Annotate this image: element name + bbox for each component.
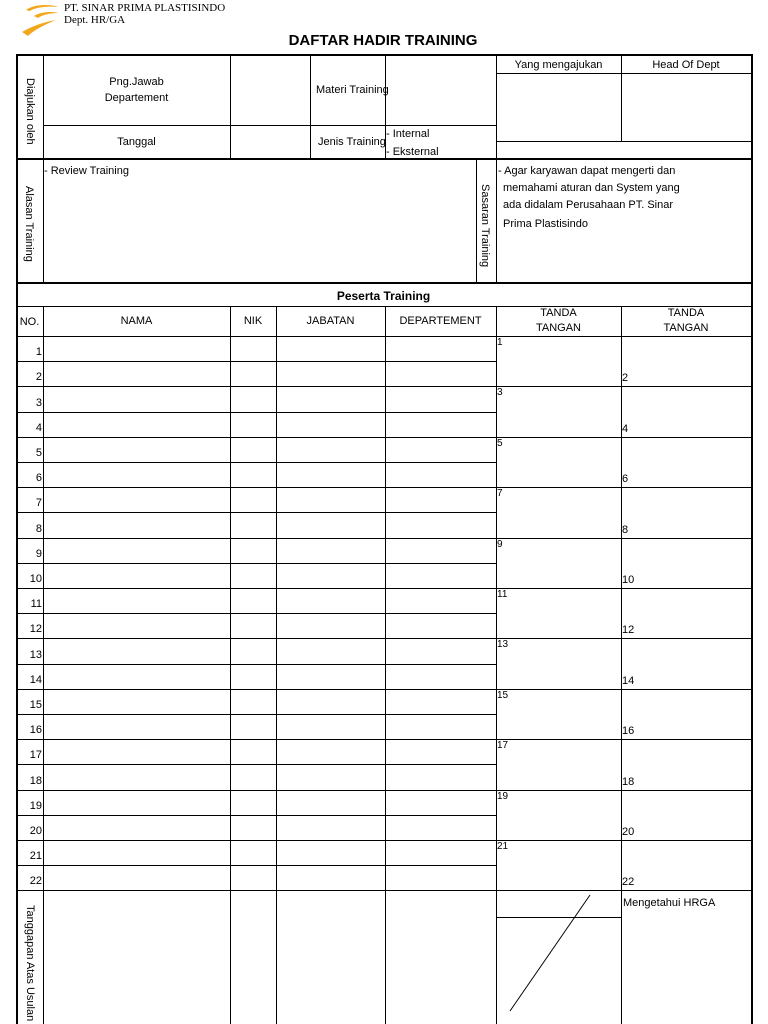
signature-number: 22: [622, 876, 635, 888]
grid-vline: [385, 306, 386, 1024]
sasaran-line-1: - Agar karyawan dapat mengerti dan: [498, 165, 676, 177]
row-number: 3: [35, 397, 42, 409]
grid-hline: [496, 141, 751, 142]
signature-number: 6: [622, 473, 629, 485]
signature-number: 11: [497, 589, 508, 600]
grid-hline: [496, 73, 751, 74]
option-eksternal: - Eksternal: [386, 146, 439, 158]
row-number: 2: [35, 371, 42, 383]
signature-number: 3: [497, 387, 503, 398]
grid-vline: [751, 54, 753, 1024]
row-number: 11: [30, 598, 42, 610]
peserta-training-title: Peserta Training: [336, 289, 431, 303]
row-number: 10: [29, 573, 42, 585]
row-number: 14: [29, 674, 42, 686]
row-number: 12: [29, 623, 42, 635]
grid-hline: [496, 790, 751, 791]
col-header-nik: NIK: [243, 315, 263, 327]
yang-mengajukan-header: Yang mengajukan: [514, 59, 603, 71]
signature-number: 15: [497, 690, 509, 701]
row-number: 15: [29, 699, 42, 711]
grid-hline: [16, 54, 752, 56]
mengetahui-hrga-label: Mengetahui HRGA: [623, 897, 716, 909]
grid-hline: [496, 437, 751, 438]
signature-number: 17: [497, 740, 509, 751]
col-header-tanda-1a: TANDA: [540, 307, 577, 319]
col-header-no: NO.: [19, 316, 40, 328]
row-number: 16: [29, 724, 42, 736]
signature-number: 9: [497, 539, 503, 550]
grid-hline: [16, 638, 496, 639]
grid-vline: [276, 306, 277, 1024]
png-jawab-label-2: Departement: [104, 92, 169, 104]
row-number: 1: [35, 346, 42, 358]
review-training-text: - Review Training: [44, 165, 129, 177]
row-number: 21: [29, 850, 42, 862]
grid-vline: [310, 54, 311, 158]
grid-hline: [16, 714, 496, 715]
sasaran-line-4: Prima Plastisindo: [503, 218, 588, 230]
grid-hline: [496, 689, 751, 690]
col-header-departement: DEPARTEMENT: [399, 315, 482, 327]
signature-number: 20: [622, 826, 635, 838]
row-number: 6: [35, 472, 42, 484]
signature-number: 13: [497, 639, 509, 650]
company-logo-icon: [20, 2, 60, 38]
signature-number: 4: [622, 423, 629, 435]
grid-hline: [16, 689, 496, 690]
grid-hline: [43, 125, 496, 126]
signature-number: 12: [622, 624, 635, 636]
col-header-tanda-1b: TANGAN: [535, 322, 582, 334]
grid-hline: [16, 840, 496, 841]
row-number: 5: [35, 447, 42, 459]
page-title: DAFTAR HADIR TRAINING: [288, 32, 478, 49]
grid-hline: [496, 538, 751, 539]
head-of-dept-header: Head Of Dept: [652, 59, 720, 71]
row-number: 13: [29, 649, 42, 661]
row-number: 8: [35, 523, 42, 535]
alasan-training-label: Alasan Training: [23, 186, 35, 262]
grid-hline: [16, 462, 496, 463]
row-number: 22: [29, 875, 42, 887]
sasaran-training-label: Sasaran Training: [479, 184, 491, 268]
row-number: 19: [29, 800, 42, 812]
col-header-jabatan: JABATAN: [306, 315, 355, 327]
signature-number: 8: [622, 524, 629, 536]
grid-hline: [16, 588, 496, 589]
option-internal: - Internal: [386, 128, 430, 140]
grid-hline: [16, 739, 496, 740]
grid-hline: [496, 890, 751, 891]
grid-vline: [230, 54, 231, 158]
grid-vline: [43, 306, 44, 1024]
company-name: PT. SINAR PRIMA PLASTISINDO: [64, 2, 226, 14]
signature-number: 21: [497, 841, 509, 852]
grid-hline: [16, 158, 752, 160]
grid-vline: [496, 158, 497, 282]
grid-hline: [16, 512, 496, 513]
grid-hline: [16, 865, 496, 866]
diajukan-oleh-label: Diajukan oleh: [24, 78, 36, 145]
signature-number: 5: [497, 438, 503, 449]
signature-number: 10: [622, 574, 635, 586]
signature-number: 1: [497, 337, 503, 348]
row-number: 9: [35, 548, 42, 560]
tanggapan-label: Tanggapan Atas Usulan: [24, 905, 36, 1022]
sasaran-line-3: ada didalam Perusahaan PT. Sinar: [503, 199, 673, 211]
grid-hline: [16, 386, 496, 387]
grid-hline: [496, 588, 751, 589]
signature-number: 2: [622, 372, 629, 384]
tanggal-label: Tanggal: [117, 136, 156, 148]
grid-hline: [496, 386, 751, 387]
grid-hline: [16, 412, 496, 413]
col-header-nama: NAMA: [120, 315, 153, 327]
sasaran-line-2: memahami aturan dan System yang: [503, 182, 680, 194]
col-header-tanda-2b: TANGAN: [663, 322, 709, 334]
row-number: 20: [29, 825, 42, 837]
grid-hline: [16, 764, 496, 765]
grid-hline: [16, 790, 496, 791]
grid-hline: [496, 739, 751, 740]
grid-vline: [230, 306, 231, 1024]
col-header-tanda-2a: TANDA: [667, 307, 705, 319]
grid-hline: [16, 487, 496, 488]
row-number: 18: [29, 775, 42, 787]
grid-hline: [16, 282, 752, 284]
png-jawab-label-1: Png.Jawab: [109, 76, 164, 88]
grid-hline: [16, 815, 496, 816]
grid-hline: [496, 638, 751, 639]
grid-hline: [16, 361, 496, 362]
row-number: 7: [35, 497, 42, 509]
grid-hline: [16, 664, 496, 665]
signature-number: 16: [622, 725, 635, 737]
grid-vline: [476, 158, 477, 282]
grid-hline: [16, 890, 496, 891]
company-dept: Dept. HR/GA: [64, 14, 126, 26]
signature-number: 7: [497, 488, 503, 499]
jenis-training-label: Jenis Training: [318, 136, 386, 148]
signature-number: 19: [497, 791, 509, 802]
diagonal-strike-line: [496, 893, 621, 1024]
signature-number: 18: [622, 776, 635, 788]
signature-number: 14: [622, 675, 635, 687]
grid-hline: [16, 437, 496, 438]
materi-training-label: Materi Training: [316, 84, 389, 96]
grid-hline: [16, 336, 751, 337]
row-number: 17: [29, 749, 42, 761]
grid-vline: [621, 306, 622, 1024]
grid-hline: [16, 613, 496, 614]
grid-hline: [16, 538, 496, 539]
grid-hline: [496, 487, 751, 488]
grid-hline: [16, 563, 496, 564]
row-number: 4: [35, 422, 42, 434]
grid-hline: [496, 840, 751, 841]
